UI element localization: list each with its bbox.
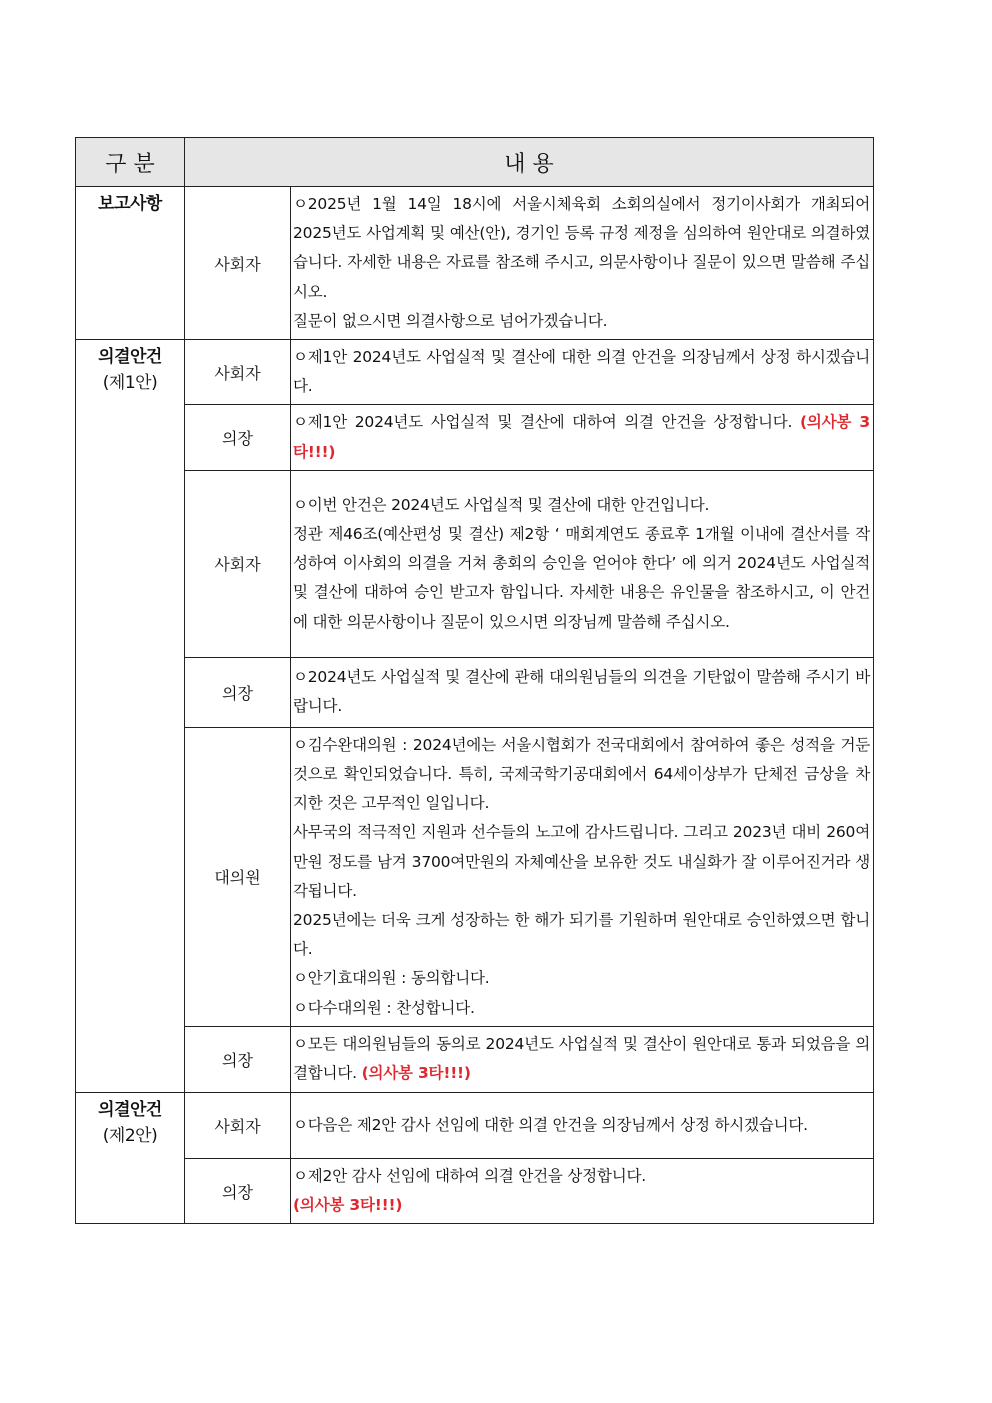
speaker-role: 의장: [185, 657, 291, 727]
speech-content: [291, 1092, 874, 1158]
speech-content: [291, 1026, 874, 1092]
speaker-role: 사회자: [185, 340, 291, 405]
speech-text: ㅇ2025년 1월 14일 18시에 서울시체육회 소회의실에서 정기이사회가 개최되어 2025년도 사업계획 및 예산(안), 경기인 등록 규정 제정을 심의하여 원안대로 의결하였습니다. 자세한 내용은 자료를 참조해 주시고, 의문사항이나 질문이 있으면 말씀해 주십시오.: [293, 195, 870, 301]
table-row: [76, 470, 874, 657]
speaker-role: 사회자: [185, 1092, 291, 1158]
speaker-role: 대의원: [185, 727, 291, 1026]
speech-paragraph: [293, 520, 870, 637]
speech-content: [291, 187, 874, 340]
table-row: [76, 405, 874, 470]
speech-text: ㅇ모든 대의원님들의 동의로 2024년도 사업실적 및 결산이 원안대로 통과 되었음을 의결합니다.: [293, 1035, 870, 1083]
category-cell: [76, 1092, 185, 1223]
speech-text: ㅇ이번 안건은 2024년도 사업실적 및 결산에 대한 안건입니다.: [293, 495, 710, 514]
gavel-note: (의사봉 3타!!!): [361, 1064, 471, 1083]
category-title: 보고사항: [98, 194, 162, 214]
table-row: [76, 1092, 874, 1158]
speech-paragraph: [293, 1162, 870, 1220]
speech-paragraph: [293, 818, 870, 906]
speaker-role: 의장: [185, 1158, 291, 1223]
category-title: 의결안건: [98, 347, 162, 368]
speech-paragraph: [293, 731, 870, 819]
speech-text: 질문이 없으시면 의결사항으로 넘어가겠습니다.: [293, 311, 608, 330]
table-header-row: [76, 138, 874, 187]
speech-paragraph: [293, 663, 870, 721]
speech-text: ㅇ2024년도 사업실적 및 결산에 관해 대의원님들의 의견을 기탄없이 말씀해 주시기 바랍니다.: [293, 668, 870, 716]
speech-paragraph: [293, 408, 870, 466]
speech-content: [291, 340, 874, 405]
speech-text: ㅇ다음은 제2안 감사 선임에 대한 의결 안건을 의장님께서 상정 하시겠습니다.: [293, 1115, 808, 1134]
table-body: [76, 187, 874, 1224]
speech-text: 2025년에는 더욱 크게 성장하는 한 해가 되기를 기원하며 원안대로 승인하였으면 합니다.: [293, 911, 870, 959]
header-category: 구 분: [76, 138, 185, 187]
category-subtitle: (제2안): [102, 1125, 158, 1146]
speech-content: [291, 470, 874, 657]
speech-content: [291, 657, 874, 727]
speech-text: 사무국의 적극적인 지원과 선수들의 노고에 감사드립니다. 그리고 2023년 대비 260여만원 정도를 남겨 3700여만원의 자체예산을 보유한 것도 내실화가 잘 이루어진거라 생각됩니다.: [293, 823, 870, 900]
category-subtitle: (제1안): [102, 373, 158, 394]
speech-text: 정관 제46조(예산편성 및 결산) 제2항 ‘ 매회계연도 종료후 1개월 이내에 결산서를 작성하여 이사회의 의결을 거쳐 총회의 승인을 얻어야 한다’ 에 의거 2024년도 사업실적 및 결산에 대하여 승인 받고자 함입니다. 자세한 내용은 유인물을 참조하시고, 이 안건에 대한 의문사항이나 질문이 있으시면 의장님께 말씀해 주십시오.: [293, 525, 870, 631]
table-row: [76, 1158, 874, 1223]
speech-text: ㅇ다수대의원 : 찬성합니다.: [293, 998, 475, 1017]
meeting-minutes-table: [75, 137, 874, 1224]
speech-text: ㅇ안기효대의원 : 동의합니다.: [293, 969, 490, 988]
speaker-role: 의장: [185, 405, 291, 470]
speech-paragraph: [293, 1030, 870, 1088]
speech-content: [291, 405, 874, 470]
speech-text: ㅇ김수완대의원 : 2024년에는 서울시협회가 전국대회에서 참여하여 좋은 성적을 거둔 것으로 확인되었습니다. 특히, 국제국학기공대회에서 64세이상부가 단체전 금상을 차지한 것은 고무적인 일입니다.: [293, 735, 870, 813]
speaker-role: 사회자: [185, 470, 291, 657]
speech-paragraph: [293, 343, 870, 401]
speech-text: ㅇ제1안 2024년도 사업실적 및 결산에 대하여 의결 안건을 상정합니다.: [293, 413, 793, 432]
speech-paragraph: [293, 491, 870, 520]
header-content: 내 용: [185, 138, 874, 187]
table-row: [76, 1026, 874, 1092]
speech-content: [291, 1158, 874, 1223]
speech-paragraph: [293, 994, 870, 1023]
table-row: [76, 340, 874, 405]
speaker-role: 사회자: [185, 187, 291, 340]
table-row: [76, 657, 874, 727]
table-row: [76, 727, 874, 1026]
gavel-note: (의사봉 3타!!!): [293, 413, 871, 461]
speech-paragraph: [293, 906, 870, 964]
category-title: 의결안건: [98, 1099, 162, 1120]
speech-paragraph: [293, 190, 870, 307]
table-row: [76, 187, 874, 340]
speech-content: [291, 727, 874, 1026]
speech-text: ㅇ제2안 감사 선임에 대하여 의결 안건을 상정합니다.: [293, 1166, 646, 1185]
category-cell: [76, 187, 185, 340]
gavel-note: (의사봉 3타!!!): [293, 1196, 403, 1215]
speech-paragraph: [293, 964, 870, 993]
speech-paragraph: [293, 307, 870, 336]
speaker-role: 의장: [185, 1026, 291, 1092]
speech-text: ㅇ제1안 2024년도 사업실적 및 결산에 대한 의결 안건을 의장님께서 상정 하시겠습니다.: [293, 348, 870, 396]
speech-paragraph: [293, 1111, 870, 1140]
category-cell: [76, 340, 185, 1093]
